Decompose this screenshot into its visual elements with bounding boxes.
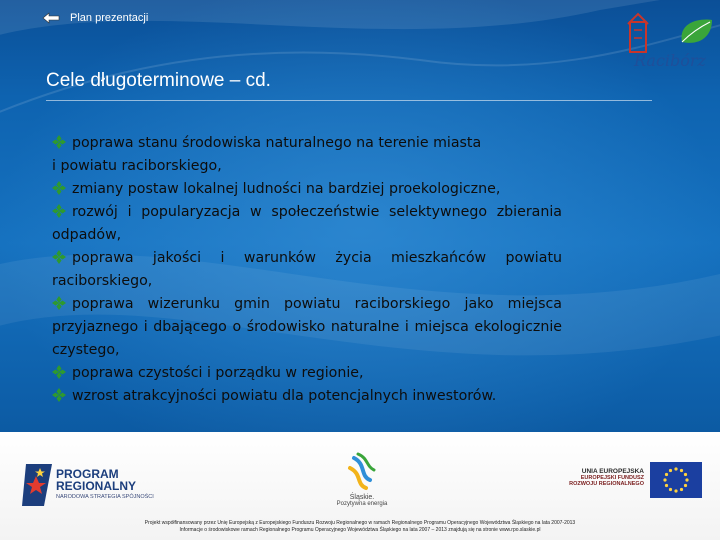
diamond-bullet-icon: [52, 388, 66, 402]
slide-title: Cele długoterminowe – cd.: [46, 70, 271, 91]
program-regionalny-text: [56, 468, 154, 500]
list-item-text: przyjaznego i dbającego o środowisko naturalne i miejsca: [52, 319, 469, 335]
list-item-text: poprawa jakości i warunków życia mieszkańców powiatu: [72, 250, 562, 266]
list-item-text: ekologicznie czystego,: [52, 319, 562, 358]
diamond-bullet-icon: [52, 181, 66, 195]
fine-print-line2: Informacje o środowiskowe ramach Regionalnego Programu Operacyjnego Województwa Śląskiego na lata 2007 – 2013 znajdują się na stronie www.rpo.slaskie.pl: [179, 527, 541, 533]
slaskie-text: [332, 494, 392, 507]
eu-line1: UNIA EUROPEJSKA: [581, 468, 644, 475]
program-line1: PROGRAM: [56, 467, 119, 481]
list-item-text: i powiatu raciborskiego,: [52, 158, 222, 174]
list-item: [52, 247, 562, 293]
raciborz-logo: [622, 12, 718, 72]
slaskie-name: Śląskie.: [349, 494, 375, 501]
list-item: [52, 362, 562, 385]
list-item-text: rozwój i popularyzacja w społeczeństwie selektywnego: [72, 204, 488, 220]
funding-fine-print: [20, 520, 700, 534]
title-divider: [46, 100, 652, 101]
slaskie-tagline: Pozytywna energia: [336, 501, 388, 507]
diamond-bullet-icon: [52, 296, 66, 310]
fine-print-line1: Projekt współfinansowany przez Unię Europejską z Europejskiego Funduszu Rozwoju Regionalnego w ramach Regionalnego Programu Operacyjnego Województwa Śląskiego na lata 2007-2013: [144, 520, 576, 526]
list-item: [52, 178, 562, 201]
diamond-bullet-icon: [52, 250, 66, 264]
list-item-text: zmiany postaw lokalnej ludności na bardziej proekologiczne,: [72, 181, 501, 197]
footer: [0, 432, 720, 540]
back-navigation[interactable]: [42, 12, 148, 24]
diamond-bullet-icon: [52, 365, 66, 379]
list-item-text: poprawa czystości i porządku w regionie,: [72, 365, 364, 381]
list-item: [52, 385, 562, 408]
diamond-bullet-icon: [52, 204, 66, 218]
list-item-text: poprawa wizerunku gmin powiatu raciborskiego jako miejsca: [72, 296, 562, 312]
list-item-text: zbierania odpadów,: [52, 204, 562, 243]
list-item: [52, 293, 562, 362]
list-item: [52, 132, 562, 178]
svg-text:Racibórz: Racibórz: [634, 51, 706, 70]
eu-line3: ROZWOJU REGIONALNEGO: [569, 481, 644, 487]
eu-fund-text: [540, 468, 644, 487]
eu-flag-icon: [650, 462, 702, 498]
program-line3: NARODOWA STRATEGIA SPÓJNOŚCI: [56, 494, 154, 500]
list-item-text: poprawa stanu środowiska naturalnego na terenie miasta: [72, 135, 482, 151]
list-item-text: wzrost atrakcyjności powiatu dla potencjalnych inwestorów.: [72, 388, 497, 404]
back-arrow-icon[interactable]: [42, 12, 60, 24]
back-link-label[interactable]: Plan prezentacji: [70, 12, 149, 24]
list-item-text: raciborskiego,: [52, 273, 153, 289]
eu-line2: EUROPEJSKI FUNDUSZ: [580, 475, 644, 481]
diamond-bullet-icon: [52, 135, 66, 149]
list-item: [52, 201, 562, 247]
program-line2: REGIONALNY: [56, 479, 137, 493]
bullet-list: [52, 132, 562, 408]
